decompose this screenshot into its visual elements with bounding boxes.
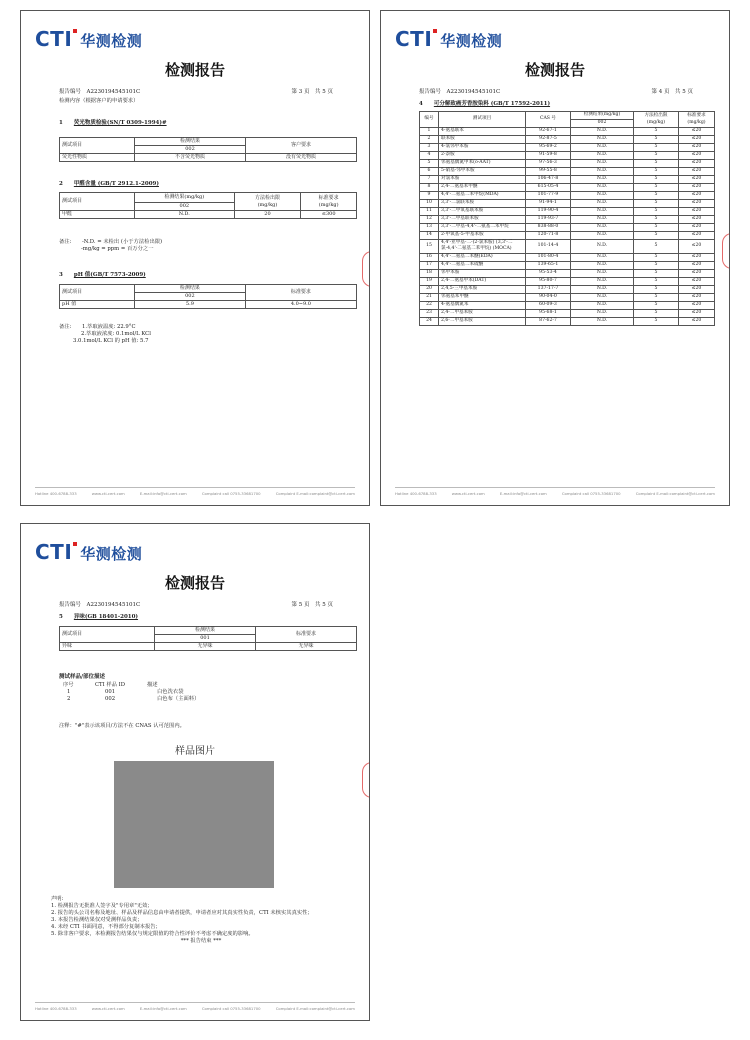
seal-stamp: [722, 233, 730, 269]
note-2: 备注: -N.D. = 未检出 (小于方法检出限) -mg/kg = ppm = 百万分之一: [59, 239, 163, 252]
table-row: 23 2,4-二甲基苯胺 95-68-1 N.D. 5 ≤20: [420, 309, 715, 317]
sample-photo: [114, 761, 274, 888]
footer: Hotline 400-6788-333 www.cti-cert.com E-mail:info@cti-cert.com Complaint call 0755-33681700 Complaint E-mail:complaint@cti-cert.com: [35, 487, 355, 496]
table-row: 17 4,4'-二氨基二苯硫醚 139-65-1 N.D. 5 ≤20: [420, 261, 715, 269]
table-row: 14 2-甲氧基-5-甲基苯胺 120-71-8 N.D. 5 ≤20: [420, 232, 715, 240]
table-row: 12 3,3'-二甲基联苯胺 119-93-7 N.D. 5 ≤20: [420, 216, 715, 224]
table-row: 9 4,4'-二氨基二苯甲烷(MDA) 101-77-9 N.D. 5 ≤20: [420, 192, 715, 200]
cti-logo: CTI 华测检测: [395, 27, 503, 51]
cti-logo: CTI 华测检测: [35, 27, 143, 51]
report-title: 检测报告: [524, 61, 585, 79]
ph-table: 测试项目 检测结果 标准要求 002 pH 值 5.9 4.0~9.0: [59, 284, 357, 309]
formaldehyde-table: 测试项目 检测结果(mg/kg) 方法检出限 (mg/kg) 标准要求 (mg/kg) 002 甲醛 N.D. 20 ≤300: [59, 192, 357, 219]
report-title: 检测报告: [164, 574, 225, 592]
table-row: 5 邻氨基偶氮甲苯(o-AAT) 97-56-3 N.D. 5 ≤20: [420, 160, 715, 168]
sample-desc-table: 序号 CTI 样品 ID 描述 1 001 白色洗衣袋 2 002 白色布（主面料）: [59, 682, 259, 703]
amine-dye-table: 编号 测试项目 CAS 号 检测结果(mg/kg) 方法检出限 (mg/kg) 标准要求 (mg/kg) 002 1 4-氨基联苯 92-67-1 N.D. 5 ≤20 2 联苯胺 92-87-5 N.D. 5 ≤20 3 4-氯邻甲苯胺 95-69-2 N.D. 5 ≤20 4 2-萘胺 91-59-8 N.D. 5 ≤20 5 邻氨基偶氮甲苯(o-AAT) 97-56-3 N.D. 5 ≤20 6 5-硝基-邻甲苯胺 99-55-8 N.D. 5 ≤20 7 对氯苯胺 106-47-8 N.D. 5 ≤20 8 2,4-二氨基苯甲醚 615-05-4 N.D. 5 ≤20 9 4,4'-二氨基二苯甲烷(MDA) 101-77-9 N.D. 5 ≤20 10 3,3'-二氯联苯胺 91-94-1 N.D. 5 ≤20 11 3,3'-二甲氧基联苯胺 119-90-4 N.D. 5 ≤20 12 3,3'-二甲基联苯胺 119-93-7 N.D. 5 ≤20 13 3,3'-二甲基-4,4'-二氨基二苯甲烷 838-88-0 N.D. 5 ≤20 14 2-甲氧基-5-甲基苯胺 120-71-8 N.D. 5 ≤20 15 4,4'-亚甲基-二-(2-氯苯胺) (3,3'-二氯-4,4'-二氨基二苯甲烷) (MOCA) 101-14-4 N.D. 5 ≤20 16 4,4'-二氨基二苯醚(EDA) 101-80-4 N.D. 5 ≤20 17 4,4'-二氨基二苯硫醚 139-65-1 N.D. 5 ≤20 18 邻甲苯胺 95-53-4 N.D. 5 ≤20 19 2,4-二氨基甲苯(DAT) 95-80-7 N.D. 5 ≤20 20 2,4,5-三甲基苯胺 137-17-7 N.D. 5 ≤20 21 邻氨基苯甲醚 90-04-0 N.D. 5 ≤20 22 4-氨基偶氮苯 60-09-3 N.D. 5 ≤20 23 2,4-二甲基苯胺 95-68-1 N.D. 5 ≤20 24 2,6-二甲基苯胺 87-62-7 N.D. 5 ≤20: [419, 111, 715, 326]
footer: Hotline 400-6788-333 www.cti-cert.com E-mail:info@cti-cert.com Complaint call 0755-33681700 Complaint E-mail:complaint@cti-cert.com: [35, 1002, 355, 1011]
page-number: 第 3 页 共 5 页: [291, 89, 333, 95]
table-row: 22 4-氨基偶氮苯 60-09-3 N.D. 5 ≤20: [420, 301, 715, 309]
table-row: 7 对氯苯胺 106-47-8 N.D. 5 ≤20: [420, 176, 715, 184]
report-page-4: [380, 10, 730, 506]
sample-row: 1 001 白色洗衣袋: [67, 689, 184, 695]
table-row: 21 邻氨基苯甲醚 90-04-0 N.D. 5 ≤20: [420, 293, 715, 301]
report-end: *** 报告结束 ***: [180, 938, 222, 944]
report-meta: 报告编号 A2230194545101C 第 3 页 共 5 页: [59, 89, 333, 95]
table-row: 3 4-氯邻甲苯胺 95-69-2 N.D. 5 ≤20: [420, 144, 715, 152]
section-4-title: 4 可分解致癌芳香胺染料 (GB/T 17592-2011): [419, 101, 551, 107]
table-row: 8 2,4-二氨基苯甲醚 615-05-4 N.D. 5 ≤20: [420, 184, 715, 192]
statement: 声明: 1. 检测报告无批准人签字及"专用章"无效； 2. 报告的头公司名称及地址、样品及样品信息由申请者提供，申请者应对其真实性负责，CTI 未核实其真实性； 3. 本报告检测结果仅对受测样品负责； 4. 未经 CTI 书面同意，不得部分复制本报告； 5. 除非客户要求，本检测报告结果仅与规定限值的符合性评价不考虑不确定度的影响。 *** 报告结束 ***: [51, 896, 351, 945]
table-row: 20 2,4,5-三甲基苯胺 137-17-7 N.D. 5 ≤20: [420, 285, 715, 293]
cnas-remark: 注释："#"表示该项目/方法不在 CNAS 认可范围内。: [59, 723, 185, 729]
seal-stamp: [362, 251, 370, 287]
page-number: 第 4 页 共 5 页: [651, 89, 693, 95]
test-content-note: 检测内容（根据客户的申请要求）: [59, 98, 139, 104]
table-row: 4 2-萘胺 91-59-8 N.D. 5 ≤20: [420, 152, 715, 160]
report-meta: 报告编号 A2230194545101C 第 5 页 共 5 页: [59, 602, 333, 608]
section-5-title: 5 异味(GB 18401-2010): [59, 614, 139, 620]
table-row: 6 5-硝基-邻甲苯胺 99-55-8 N.D. 5 ≤20: [420, 168, 715, 176]
table-row: 19 2,4-二氨基甲苯(DAT) 95-80-7 N.D. 5 ≤20: [420, 277, 715, 285]
table-row: 24 2,6-二甲基苯胺 87-62-7 N.D. 5 ≤20: [420, 317, 715, 325]
sample-photo-title: 样品图片: [175, 746, 215, 757]
seal-stamp: [362, 762, 370, 798]
report-meta: 报告编号 A2230194545101C 第 4 页 共 5 页: [419, 89, 693, 95]
report-page-5: [20, 523, 370, 1021]
table-row: 2 联苯胺 92-87-5 N.D. 5 ≤20: [420, 136, 715, 144]
table-row: 13 3,3'-二甲基-4,4'-二氨基二苯甲烷 838-88-0 N.D. 5 ≤20: [420, 224, 715, 232]
cti-logo: CTI 华测检测: [35, 540, 143, 564]
odor-table: 测试项目 检测结果 标准要求 001 异味 无异味 无异味: [59, 626, 357, 651]
table-row: 18 邻甲苯胺 95-53-4 N.D. 5 ≤20: [420, 269, 715, 277]
section-1-title: 1 荧光物质检验(SN/T 0309-1994)#: [59, 120, 167, 126]
report-title: 检测报告: [164, 61, 225, 79]
sample-desc-title: 测试样品/部位描述: [59, 674, 106, 680]
report-page-3: [20, 10, 370, 506]
note-3: 备注: 1.萃取液温度: 22.9°C 2.萃取液浓度: 0.1mol/L KCl 3.0.1mol/L KCl 的 pH 值: 5.7: [59, 324, 151, 344]
table-row: 10 3,3'-二氯联苯胺 91-94-1 N.D. 5 ≤20: [420, 200, 715, 208]
table-row: 11 3,3'-二甲氧基联苯胺 119-90-4 N.D. 5 ≤20: [420, 208, 715, 216]
sample-row: 2 002 白色布（主面料）: [67, 696, 200, 702]
section-3-title: 3 pH 值(GB/T 7573-2009): [59, 272, 146, 278]
table-row: 1 4-氨基联苯 92-67-1 N.D. 5 ≤20: [420, 128, 715, 136]
fluorescence-table: 测试项目 检测结果 客户要求 002 荧光性物质 不含荧光物质 没有荧光物质: [59, 137, 357, 162]
table-row: 15 4,4'-亚甲基-二-(2-氯苯胺) (3,3'-二氯-4,4'-二氨基二苯甲烷) (MOCA) 101-14-4 N.D. 5 ≤20: [420, 240, 715, 254]
table-row: 16 4,4'-二氨基二苯醚(EDA) 101-80-4 N.D. 5 ≤20: [420, 253, 715, 261]
footer: Hotline 400-6788-333 www.cti-cert.com E-mail:info@cti-cert.com Complaint call 0755-33681700 Complaint E-mail:complaint@cti-cert.com: [395, 487, 715, 496]
page-number: 第 5 页 共 5 页: [291, 602, 333, 608]
section-2-title: 2 甲醛含量 (GB/T 2912.1-2009): [59, 181, 159, 187]
